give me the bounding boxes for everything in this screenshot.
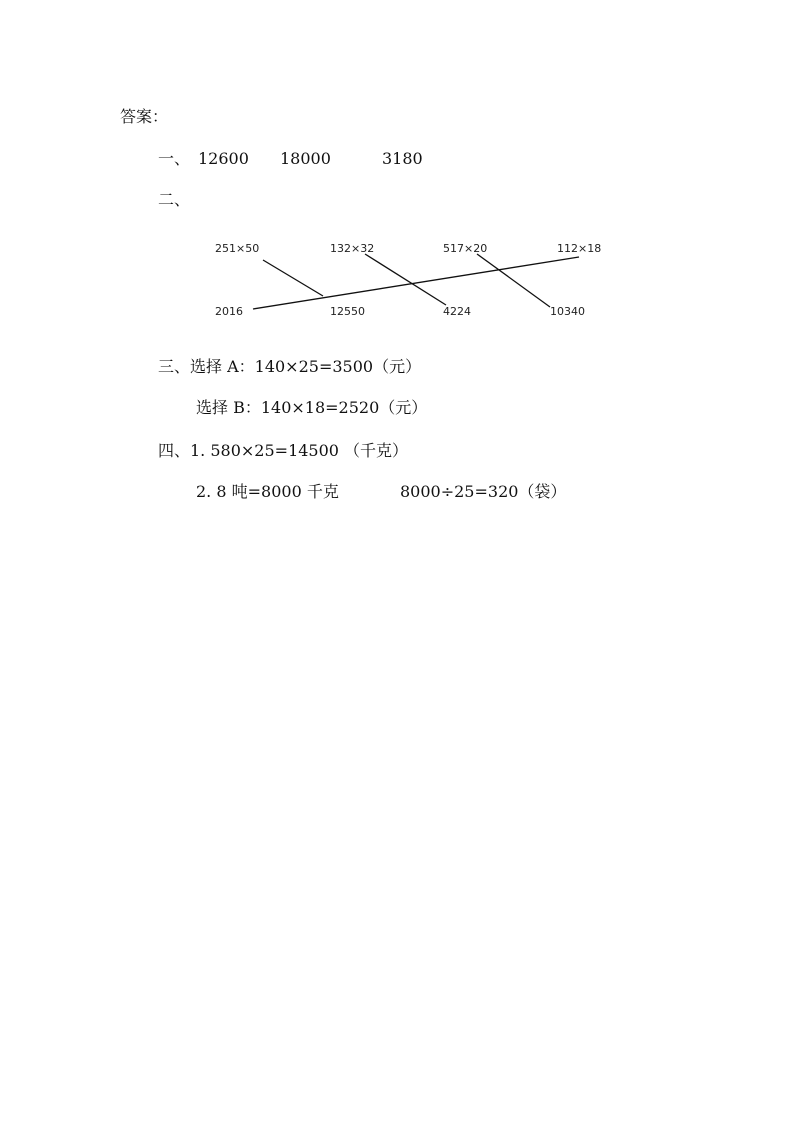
matching-diagram-svg	[205, 232, 615, 327]
matching-labels	[215, 242, 601, 318]
match-bottom-result-2: 12550	[330, 305, 365, 318]
matching-lines	[253, 254, 579, 309]
match-top-expression-2: 132×32	[330, 242, 375, 255]
section-two-label: 二、	[158, 190, 191, 209]
answer-value-3: 3180	[382, 149, 423, 168]
section-three-option-a: 三、选择 A：140×25=3500（元）	[158, 357, 422, 376]
section-four-item-1: 四、1. 580×25=14500 （千克）	[158, 441, 409, 460]
section-four-item-2-division: 8000÷25=320（袋）	[400, 482, 567, 501]
section-four-item-2	[196, 482, 567, 502]
match-top-expression-3: 517×20	[443, 242, 488, 255]
section-three-option-b: 选择 B：140×18=2520（元）	[196, 398, 428, 417]
matching-diagram	[205, 232, 615, 327]
match-bottom-result-4: 10340	[550, 305, 585, 318]
section-one-label: 一、	[158, 149, 191, 168]
answer-value-1: 12600	[198, 149, 249, 168]
match-top-expression-1: 251×50	[215, 242, 260, 255]
section-four-item-2-conversion: 2. 8 吨=8000 千克	[196, 482, 339, 501]
answer-value-2: 18000	[280, 149, 331, 168]
match-bottom-result-1: 2016	[215, 305, 243, 318]
match-connector-1	[263, 260, 323, 296]
answer-heading: 答案：	[120, 107, 169, 126]
match-connector-3	[477, 254, 550, 307]
match-bottom-result-3: 4224	[443, 305, 471, 318]
match-top-expression-4: 112×18	[557, 242, 602, 255]
